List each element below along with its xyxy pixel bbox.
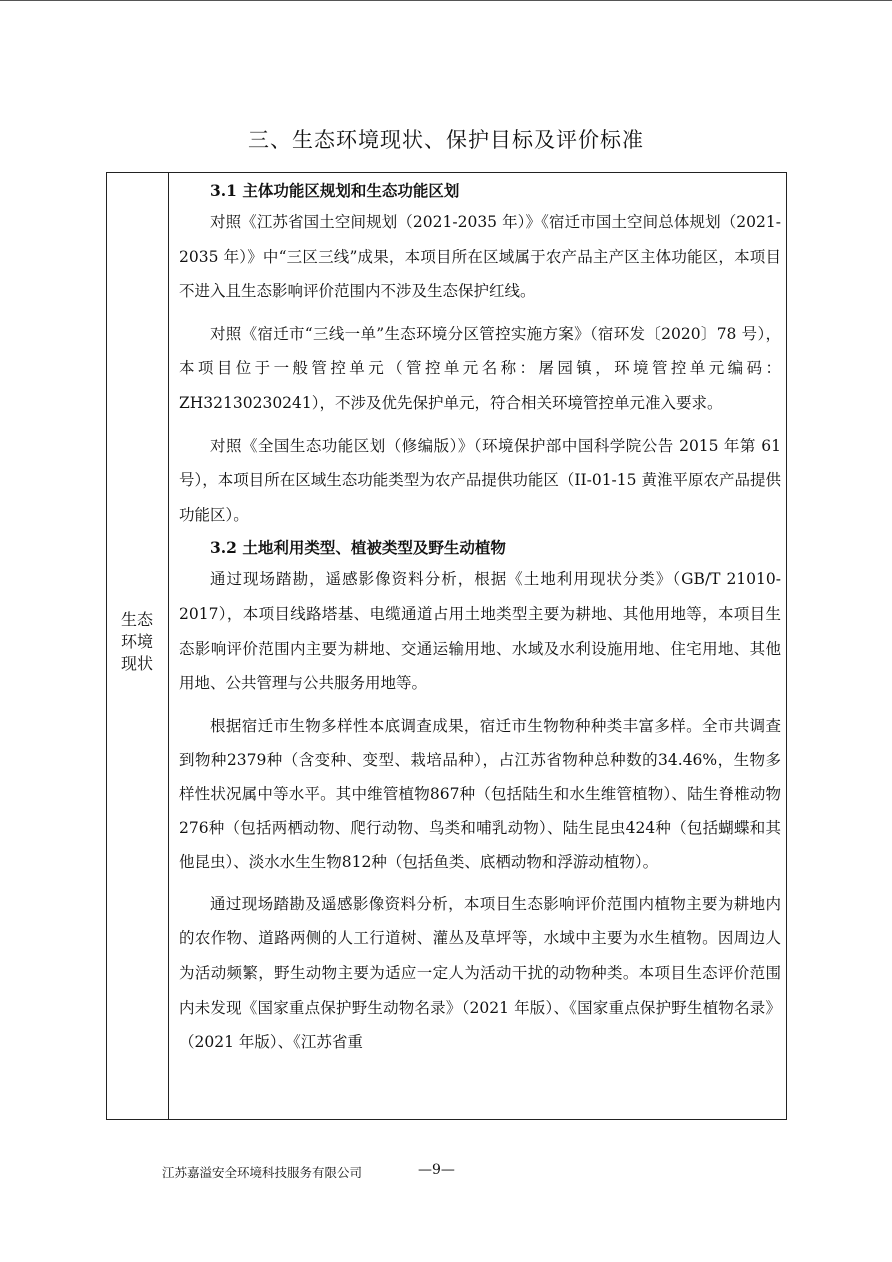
section-3-2-heading: 3.2 土地利用类型、植被类型及野生动植物 xyxy=(210,538,506,558)
footer-page-number: —9— xyxy=(418,1162,455,1178)
content-table xyxy=(106,172,787,1120)
content-cell xyxy=(179,177,781,1060)
section-3-1-heading: 3.1 主体功能区规划和生态功能区划 xyxy=(210,181,460,200)
section-3-1-paragraph-1: 对照《江苏省国土空间规划（2021-2035 年）》《宿迁市国土空间总体规划（2021-2035 年）》中“三区三线”成果，本项目所在区域属于农产品主产区主体功能区，本项目不进入且生态影响评价范围内不涉及生态保护红线。 xyxy=(179,213,781,301)
top-rule xyxy=(0,0,892,1)
footer-company: 江苏嘉溢安全环境科技服务有限公司 xyxy=(162,1165,363,1180)
section-3-2-paragraph-2: 根据宿迁市生物多样性本底调查成果，宿迁市生物物种种类丰富多样。全市共调查到物种2379种（含变种、变型、栽培品种），占江苏省物种总种数的34.46%，生物多样性状况属中等水平。其中维管植物867种（包括陆生和水生维管植物）、陆生脊椎动物276种（包括两栖动物、爬行动物、鸟类和哺乳动物）、陆生昆虫424种（包括蝴蝶和其他昆虫）、淡水水生生物812种（包括鱼类、底栖动物和浮游动植物）。 xyxy=(179,716,781,871)
row-label-text: 生态环境现状 xyxy=(120,610,153,673)
section-3-2-paragraph-1: 通过现场踏勘，遥感影像资料分析，根据《土地利用现状分类》（GB/T 21010-2017），本项目线路塔基、电缆通道占用土地类型主要为耕地、其他用地等，本项目生态影响评价范围内主要为耕地、交通运输用地、水域及水利设施用地、住宅用地、其他用地、公共管理与公共服务用地等。 xyxy=(179,570,781,693)
section-3-1-paragraph-3: 对照《全国生态功能区划（修编版）》（环境保护部中国科学院公告 2015 年第 61 号），本项目所在区域生态功能类型为农产品提供功能区（II-01-15 黄淮平原农产品提供功能区）。 xyxy=(179,436,781,524)
row-label-cell xyxy=(107,173,169,1119)
section-3-2-paragraph-3: 通过现场踏勘及遥感影像资料分析，本项目生态影响评价范围内植物主要为耕地内的农作物、道路两侧的人工行道树、灌丛及草坪等，水域中主要为水生植物。因周边人为活动频繁，野生动物主要为适应一定人为活动干扰的动物种类。本项目生态评价范围内未发现《国家重点保护野生动物名录》（2021 年版）、《国家重点保护野生植物名录》（2021 年版）、《江苏省重 xyxy=(179,894,781,1052)
row-label xyxy=(107,609,167,675)
section-3-1-paragraph-2: 对照《宿迁市“三线一单”生态环境分区管控实施方案》（宿环发〔2020〕78 号），本项目位于一般管控单元（管控单元名称：屠园镇，环境管控单元编码：ZH32130230241），不涉及优先保护单元，符合相关环境管控单元准入要求。 xyxy=(179,324,781,412)
page-title: 三、生态环境现状、保护目标及评价标准 xyxy=(248,128,644,152)
